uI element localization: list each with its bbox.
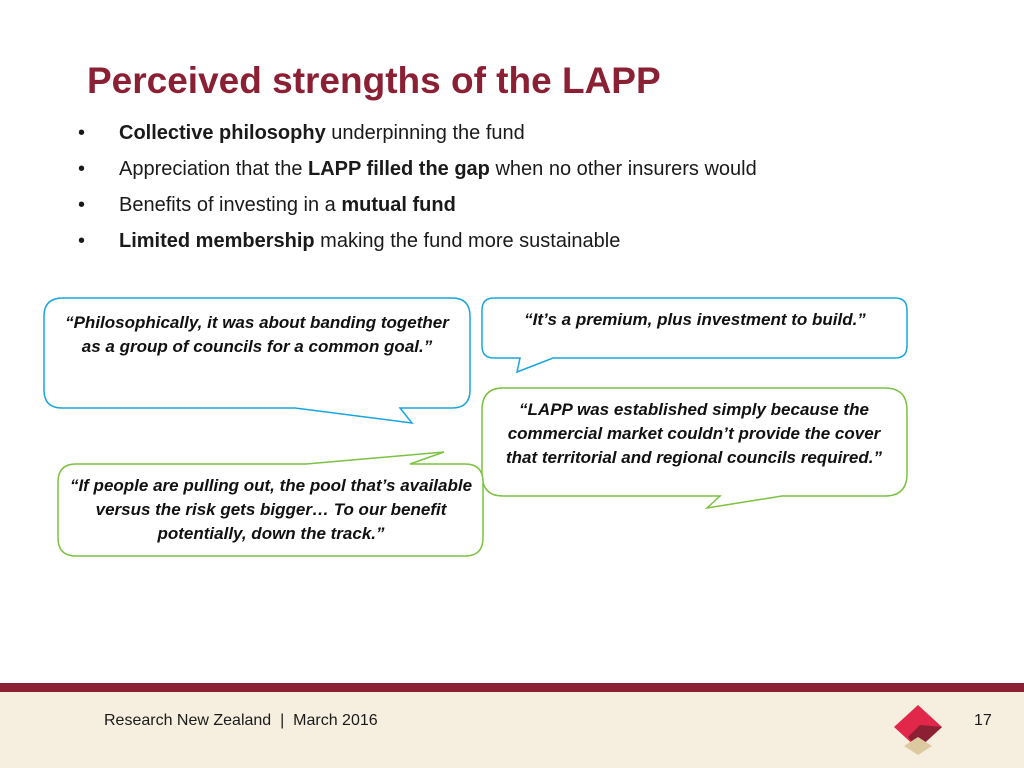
bullet-bold-text: Collective philosophy <box>119 122 326 144</box>
bullet-dot: • <box>78 230 86 252</box>
footer-band <box>0 683 1024 692</box>
footer-org: Research New Zealand <box>104 712 272 729</box>
bullet-text: when no other insurers would <box>489 158 757 180</box>
bullet-text: Appreciation that the <box>119 158 309 180</box>
page-number: 17 <box>974 712 992 729</box>
footer-date: March 2016 <box>293 712 378 729</box>
footer-credit <box>104 712 378 730</box>
bullet-dot: • <box>78 122 86 144</box>
diamond-logo-icon <box>894 705 946 757</box>
bullet-bold-text: Limited membership <box>119 230 315 252</box>
footer-separator: | <box>280 712 285 729</box>
bullet-bold-text: LAPP filled the gap <box>308 158 490 180</box>
bullet-text: making the fund more sustainable <box>314 230 621 252</box>
bullet-bold-text: mutual fund <box>341 194 456 216</box>
bullet-text: underpinning the fund <box>325 122 525 144</box>
quote-text-1: “Philosophically, it was about banding together as a group of councils for a common goal.” <box>65 313 449 356</box>
quote-text-3: “LAPP was established simply because the commercial market couldn’t provide the cover that territorial and regional councils required.” <box>506 400 882 467</box>
slide-title: Perceived strengths of the LAPP <box>87 60 661 101</box>
footer <box>0 692 1024 768</box>
quote-text-2: “It’s a premium, plus investment to build.” <box>524 310 866 329</box>
bullet-dot: • <box>78 158 86 180</box>
bullet-text: Benefits of investing in a <box>119 194 342 216</box>
bullet-dot: • <box>78 194 86 216</box>
quote-text-4: “If people are pulling out, the pool that’s available versus the risk gets bigger… To our benefit potentially, down the track.” <box>69 476 473 543</box>
